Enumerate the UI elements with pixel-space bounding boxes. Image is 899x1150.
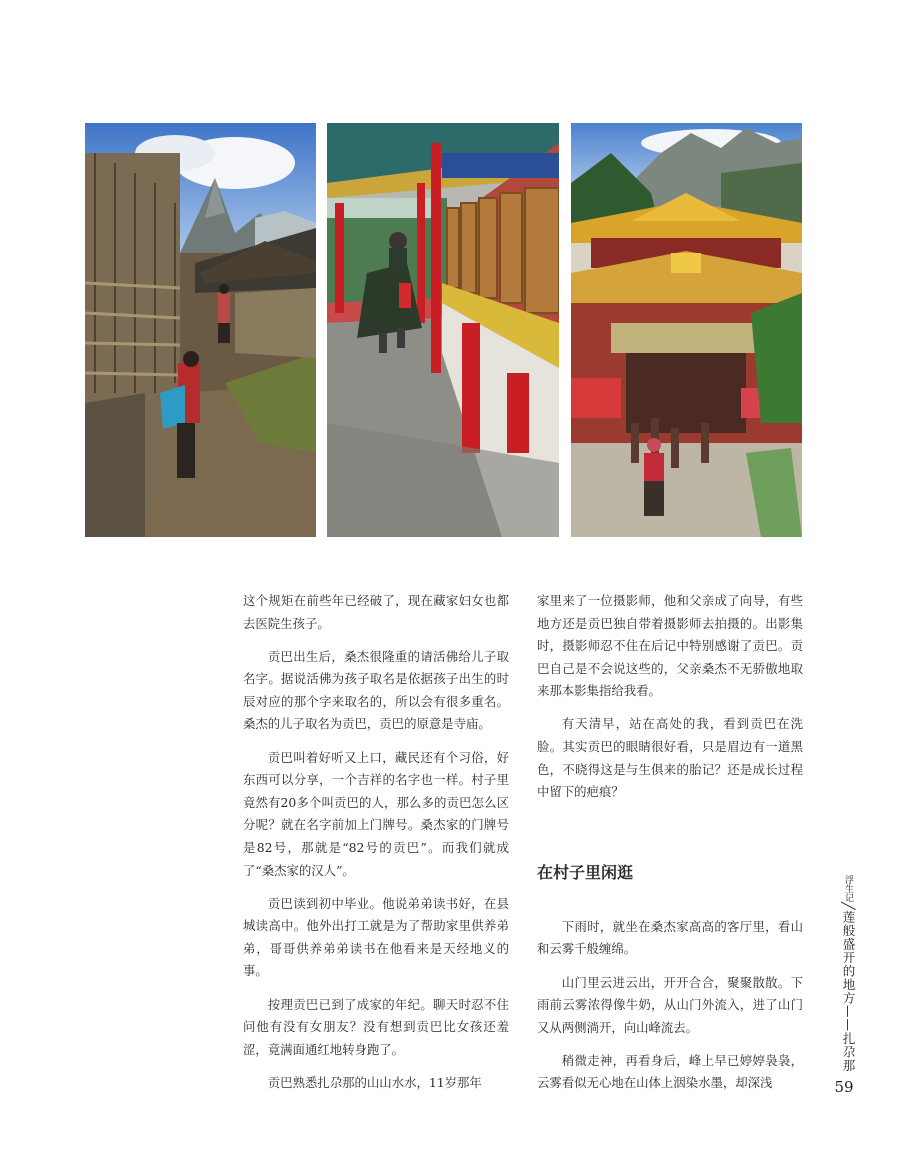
text-column-left — [243, 590, 509, 1105]
paragraph: 稍微走神，再看身后，峰上早已婷婷袅袅，云雾看似无心地在山体上洇染水墨，却深浅 — [537, 1052, 803, 1091]
paragraph: 贡巴叫着好听又上口，藏民还有个习俗，好东西可以分享，一个吉祥的名字也一样。村子里竟然有20多个叫贡巴的人，那么多的贡巴怎么区分呢？就在名字前加上门牌号。桑杰家的门牌号是82号，那就是“82号的贡巴”。而我们就成了“桑杰家的汉人”。 — [243, 749, 509, 878]
paragraph: 下雨时，就坐在桑杰家高高的客厅里，看山和云雾千般缠绵。 — [537, 918, 803, 957]
text-column-right — [537, 590, 803, 1106]
paragraph: 家里来了一位摄影师，他和父亲成了向导，有些地方还是贡巴独自带着摄影师去拍摄的。出影集时，摄影师忍不住在后记中特别感谢了贡巴。贡巴自己是不会说这些的，父亲桑杰不无骄傲地取来那本影集指给我看。 — [537, 593, 803, 699]
series-name: 浮生记 — [843, 875, 853, 902]
paragraph: 这个规矩在前些年已经破了，现在藏家妇女也都去医院生孩子。 — [243, 593, 509, 631]
paragraph: 贡巴熟悉扎尕那的山山水水，11岁那年 — [267, 1074, 482, 1090]
title-dash: —— — [841, 1005, 856, 1033]
place-name: 扎尕那 — [841, 1032, 856, 1073]
section-heading: 在村子里闲逛 — [537, 862, 634, 882]
paragraph: 贡巴出生后，桑杰很隆重的请活佛给儿子取名字。据说活佛为孩子取名是依据孩子出生的时辰对应的那个字来取名的，所以会有很多重名。桑杰的儿子取名为贡巴，贡巴的原意是寺庙。 — [243, 648, 509, 732]
title-separator: ╱ — [841, 902, 856, 911]
paragraph: 贡巴读到初中毕业。他说弟弟读书好，在县城读高中。他外出打工就是为了帮助家里供养弟弟，哥哥供养弟弟读书在他看来是天经地义的事。 — [243, 895, 509, 979]
page-number: 59 — [834, 1078, 854, 1096]
village-lane-photo — [85, 123, 316, 537]
paragraph: 按理贡巴已到了成家的年纪。聊天时忍不住问他有没有女朋友？没有想到贡巴比女孩还羞涩，竟满面通红地转身跑了。 — [243, 996, 509, 1057]
paragraph: 有天清早，站在高处的我，看到贡巴在洗脸。其实贡巴的眼睛很好看，只是眉边有一道黑色，不晓得这是与生俱来的胎记？还是成长过程中留下的疤痕？ — [537, 716, 803, 800]
running-title — [838, 875, 858, 1073]
prayer-wheel-corridor-photo — [327, 123, 559, 537]
temple-photo — [571, 123, 802, 537]
paragraph: 山门里云进云出，开开合合，聚聚散散。下雨前云雾浓得像牛奶，从山门外流入，进了山门又从两侧淌开，向山峰流去。 — [537, 974, 803, 1035]
article-title: 莲般盛开的地方 — [841, 910, 856, 1006]
